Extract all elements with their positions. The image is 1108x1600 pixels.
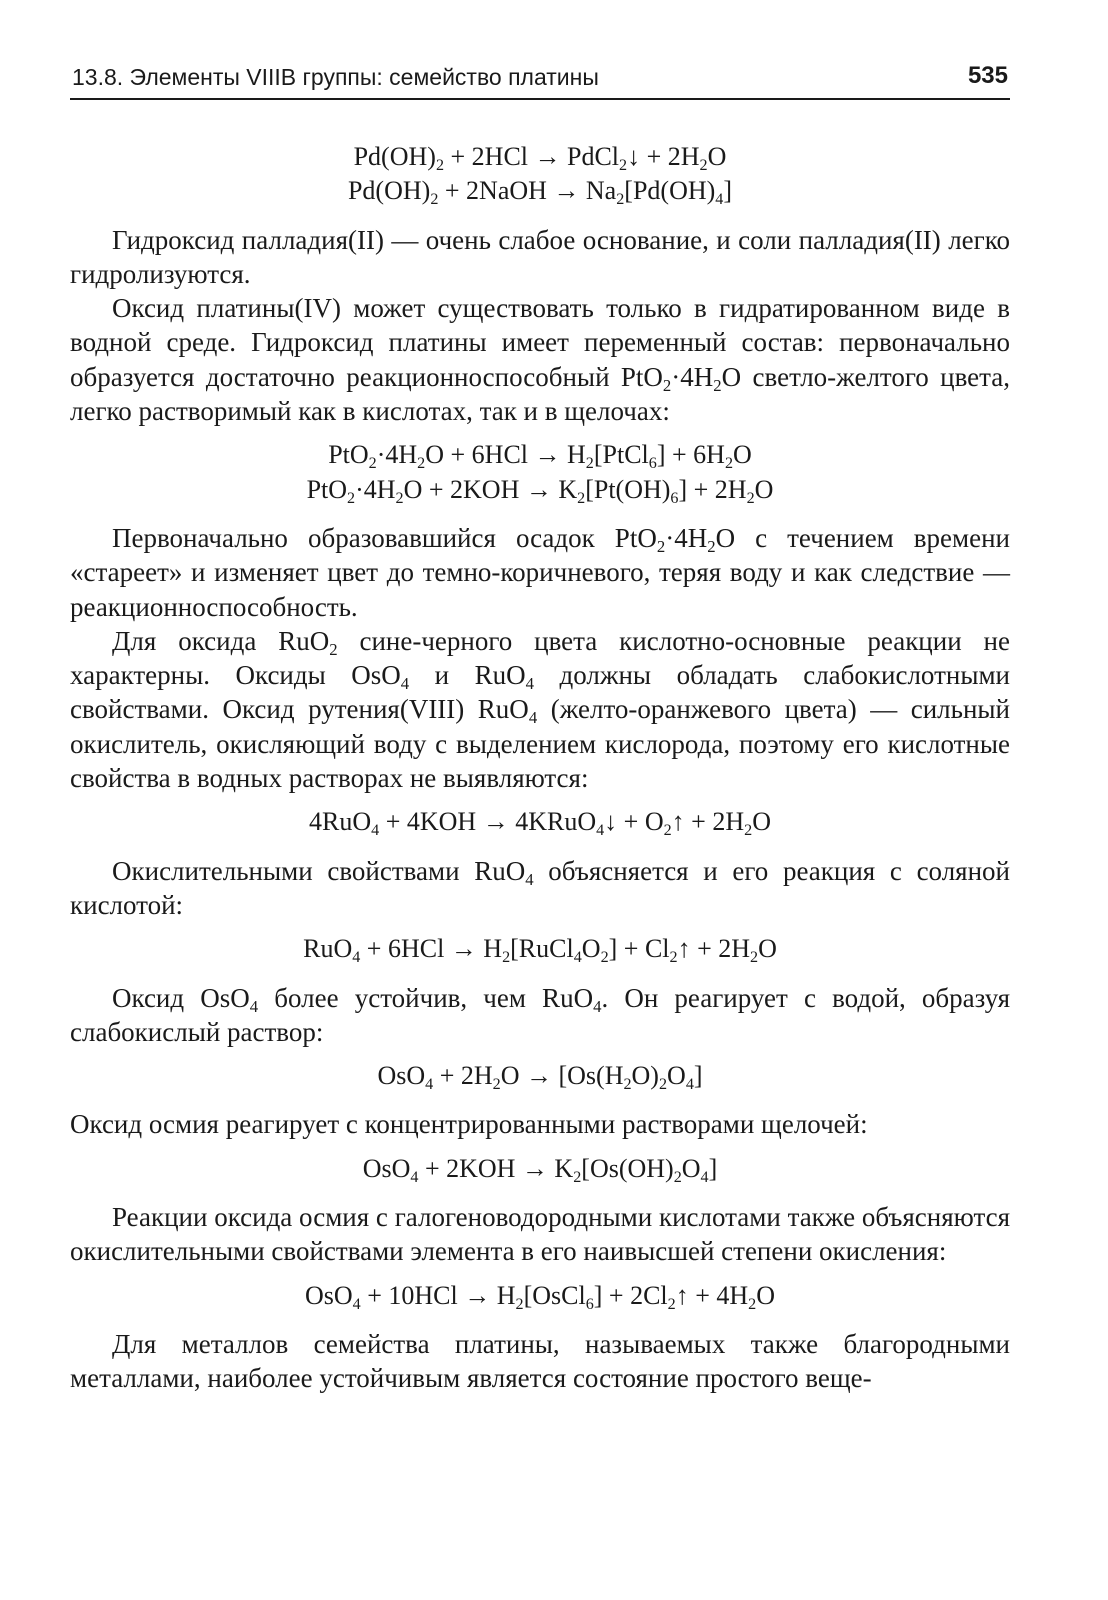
equation-block: [70, 438, 1010, 507]
running-header: [70, 62, 1010, 100]
chemical-equation: $PtO_2\cdot 4H_2O + 6HCl$ → $H_2[PtCl_6] + 6H_2O$: [328, 440, 752, 473]
paragraph: Окислительными свойствами RuO$_4$ объясняется и его реакция с соляной кислотой:: [70, 855, 1010, 920]
paragraph: Для оксида RuO$_2$ сине-черного цвета кислотно-основные реакции не характерны. Оксиды OsO$_4$ и RuO$_4$ должны обладать слабокислотными свойствами. Оксид рутения(VIII) RuO$_4$ (желто-оранжевого цвета) — сильный окислитель, окисляющий воду с выделением кислорода, поэтому его кислотные свойства в водных растворах не выявляются:: [70, 625, 1010, 794]
chemical-equation: $RuO_4 + 6HCl \to H_2[RuCl_4O_2]$ + $Cl_2↑ + 2H_2O$: [303, 934, 777, 967]
chemical-equation: $OsO_4 + 10HCl \to H_2[OsCl_6]$ + $2Cl_2↑ + 4H_2O$: [304, 1280, 775, 1313]
paragraph: Первоначально образовавшийся осадок $PtO_2\cdot 4H_2O$ с течением времени «стареет» и изменяет цвет до темно-коричневого, теряя воду и как следствие — реакционноспособность.: [70, 522, 1010, 622]
paragraph: Оксид осмия реагирует с концентрированными растворами щелочей:: [70, 1109, 868, 1140]
equation-block: [70, 140, 1010, 209]
chemical-equation: $OsO_4 + 2KOH \to K_2[Os(OH)_2O_4]$: [362, 1153, 718, 1186]
equation-block: [70, 1279, 1010, 1313]
section-title: 13.8. Элементы VIIIB группы: семейство платины: [72, 64, 599, 90]
chemical-equation: $OsO_4 + 2H_2O \to [Os(H_2O)_2O_4]$: [377, 1061, 703, 1093]
paragraph: Оксид OsO$_4$ более устойчив, чем RuO$_4$. Он реагирует с водой, образуя слабокислый раствор:: [70, 982, 1010, 1047]
equation-block: [70, 1152, 1010, 1186]
equation-block: [70, 1059, 1010, 1093]
paragraph: Гидроксид палладия(II) — очень слабое основание, и соли палладия(II) легко гидролизуются.: [70, 224, 1010, 289]
page-number: 535: [967, 62, 1008, 89]
equation-block: [70, 805, 1010, 839]
paragraph: Оксид платины(IV) может существовать только в гидратированном виде в водной среде. Гидроксид платины имеет переменный состав: первоначально образуется достаточно реакционноспособный $PtO_2\cdot 4H_2O$ светло-желтого цвета, легко растворимый как в кислотах, так и в щелочах:: [70, 293, 1011, 427]
equation-block: [70, 932, 1010, 966]
chemical-equation: $PtO_2\cdot 4H_2O + 2KOH \to K_2[Pt(OH)_6] + 2H_2O$: [306, 474, 774, 507]
paragraph: Реакции оксида осмия с галогеноводородными кислотами также объясняются окислительными свойствами элемента в его наивысшей степени окисления:: [70, 1202, 1010, 1267]
chemical-equation: $Pd(OH)_2$ + 2NaOH → $Na_2[Pd(OH)_4]$: [347, 176, 733, 209]
chemical-equation: $Pd(OH)_2 + 2HCl$ → PdCl$_2$↓ + $2H_2O$: [353, 142, 727, 174]
page-body: [70, 130, 1010, 1396]
chemical-equation: 4RuO$_4$ + 4KOH → 4KRuO$_4$↓ + $O_2↑ + 2H_2O$: [309, 807, 771, 840]
paragraph: Для металлов семейства платины, называемых также благородными металлами, наиболее устойчивым является состояние простого веще-: [70, 1328, 1010, 1394]
